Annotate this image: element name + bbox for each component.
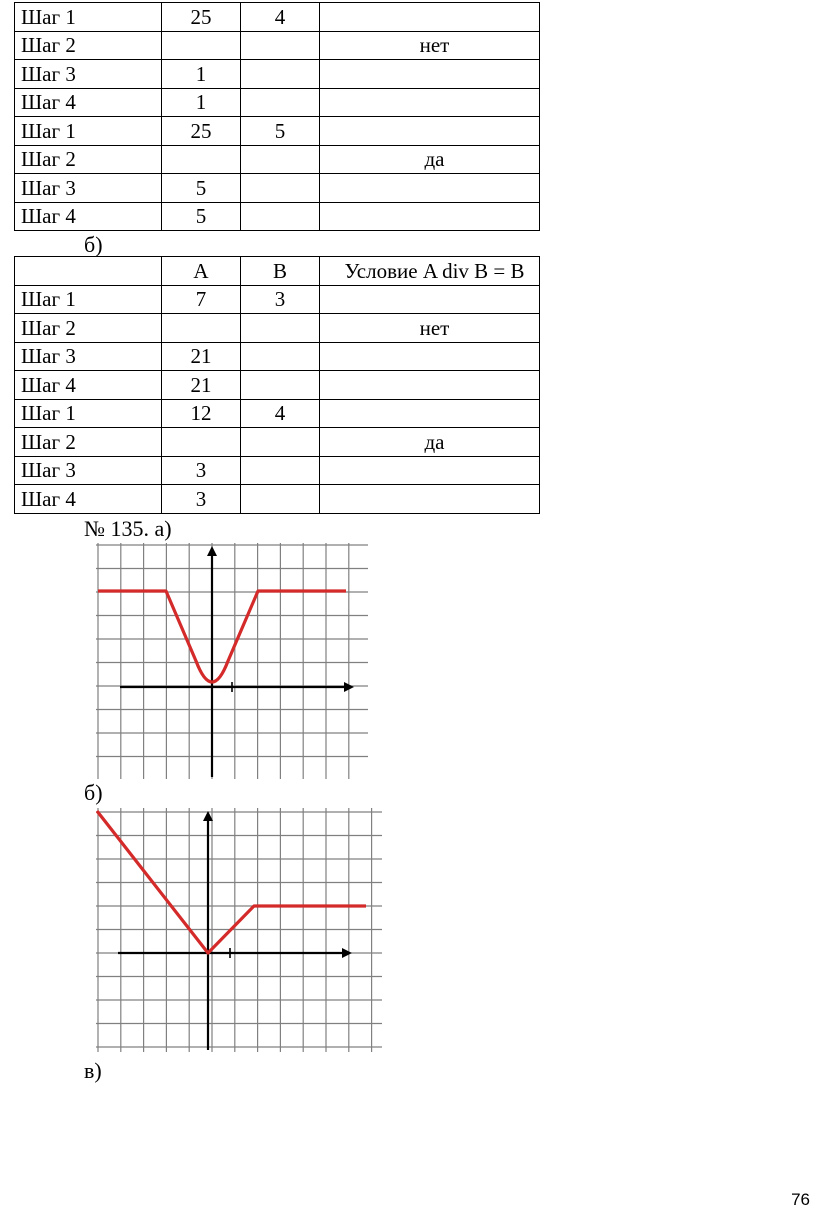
table-cell xyxy=(320,60,540,89)
table-row xyxy=(15,285,540,314)
table-cell: 12 xyxy=(162,399,241,428)
table-cell: 5 xyxy=(241,117,320,146)
table-cell xyxy=(241,145,320,174)
header-cell: A xyxy=(162,257,241,286)
table-row xyxy=(15,399,540,428)
header-cell xyxy=(15,257,162,286)
grid-lines xyxy=(96,543,368,779)
table-cell xyxy=(241,202,320,231)
table-cell xyxy=(320,342,540,371)
table-cell: да xyxy=(320,428,540,457)
table-row xyxy=(15,428,540,457)
table-cell xyxy=(241,314,320,343)
trace-table-b xyxy=(14,256,540,514)
table-cell: Шаг 4 xyxy=(15,202,162,231)
table-row xyxy=(15,31,540,60)
x-axis xyxy=(120,682,354,692)
table-cell: 25 xyxy=(162,3,241,32)
table-cell: Шаг 1 xyxy=(15,117,162,146)
table-cell xyxy=(320,399,540,428)
subpart-label-b: б) xyxy=(84,232,103,257)
table-cell xyxy=(241,371,320,400)
y-axis xyxy=(207,546,217,777)
table-cell: нет xyxy=(320,314,540,343)
table-row xyxy=(15,342,540,371)
table-cell: Шаг 4 xyxy=(15,88,162,117)
table-cell xyxy=(162,314,241,343)
table-cell: Шаг 1 xyxy=(15,3,162,32)
table-cell xyxy=(320,117,540,146)
table-cell: 3 xyxy=(241,285,320,314)
table-cell xyxy=(162,428,241,457)
table-cell: 1 xyxy=(162,88,241,117)
table-row xyxy=(15,117,540,146)
table-cell: 7 xyxy=(162,285,241,314)
header-cell: Условие A div B = B xyxy=(320,257,540,286)
table-cell: 4 xyxy=(241,399,320,428)
table-cell xyxy=(241,174,320,203)
subpart-label-v: в) xyxy=(84,1058,102,1083)
table-cell: Шаг 2 xyxy=(15,145,162,174)
table-cell: Шаг 1 xyxy=(15,285,162,314)
table-cell: Шаг 2 xyxy=(15,314,162,343)
table-row xyxy=(15,202,540,231)
table-cell xyxy=(320,371,540,400)
table-cell xyxy=(241,88,320,117)
header-cell: B xyxy=(241,257,320,286)
table-cell: Шаг 2 xyxy=(15,31,162,60)
table-cell xyxy=(241,456,320,485)
table-cell xyxy=(320,285,540,314)
graph-a xyxy=(96,543,368,779)
grid-lines xyxy=(96,808,382,1052)
table-row xyxy=(15,371,540,400)
table-cell xyxy=(241,60,320,89)
table-cell: Шаг 1 xyxy=(15,399,162,428)
table-cell: 3 xyxy=(162,456,241,485)
table-cell xyxy=(320,174,540,203)
table-cell: 21 xyxy=(162,342,241,371)
table-row xyxy=(15,3,540,32)
table-cell: да xyxy=(320,145,540,174)
table-cell: Шаг 2 xyxy=(15,428,162,457)
table-cell xyxy=(241,342,320,371)
table-cell: Шаг 3 xyxy=(15,174,162,203)
table-cell xyxy=(241,485,320,514)
table-cell xyxy=(320,485,540,514)
table-cell: Шаг 4 xyxy=(15,371,162,400)
table-row xyxy=(15,88,540,117)
subpart-label-b-graph: б) xyxy=(84,780,103,805)
table-cell xyxy=(320,456,540,485)
table-header-row xyxy=(15,257,540,286)
table-cell: 21 xyxy=(162,371,241,400)
table-cell xyxy=(241,31,320,60)
table-row xyxy=(15,145,540,174)
table-row xyxy=(15,456,540,485)
table-cell: 5 xyxy=(162,174,241,203)
trace-table-a xyxy=(14,2,540,231)
table-cell: нет xyxy=(320,31,540,60)
table-cell: Шаг 3 xyxy=(15,60,162,89)
table-cell xyxy=(320,202,540,231)
table-cell xyxy=(162,31,241,60)
graph-b xyxy=(96,808,382,1052)
table-cell xyxy=(320,3,540,32)
table-cell xyxy=(162,145,241,174)
table-cell: 25 xyxy=(162,117,241,146)
table-cell: Шаг 3 xyxy=(15,456,162,485)
table-cell: 1 xyxy=(162,60,241,89)
table-cell: 4 xyxy=(241,3,320,32)
problem-label-135a: № 135. а) xyxy=(84,516,172,541)
table-cell xyxy=(320,88,540,117)
table-cell: 5 xyxy=(162,202,241,231)
table-cell: Шаг 4 xyxy=(15,485,162,514)
table-cell xyxy=(241,428,320,457)
table-row xyxy=(15,314,540,343)
function-curve xyxy=(98,591,346,682)
table-cell: 3 xyxy=(162,485,241,514)
table-cell: Шаг 3 xyxy=(15,342,162,371)
table-row xyxy=(15,485,540,514)
table-row xyxy=(15,174,540,203)
page-number: 76 xyxy=(791,1190,810,1209)
table-row xyxy=(15,60,540,89)
